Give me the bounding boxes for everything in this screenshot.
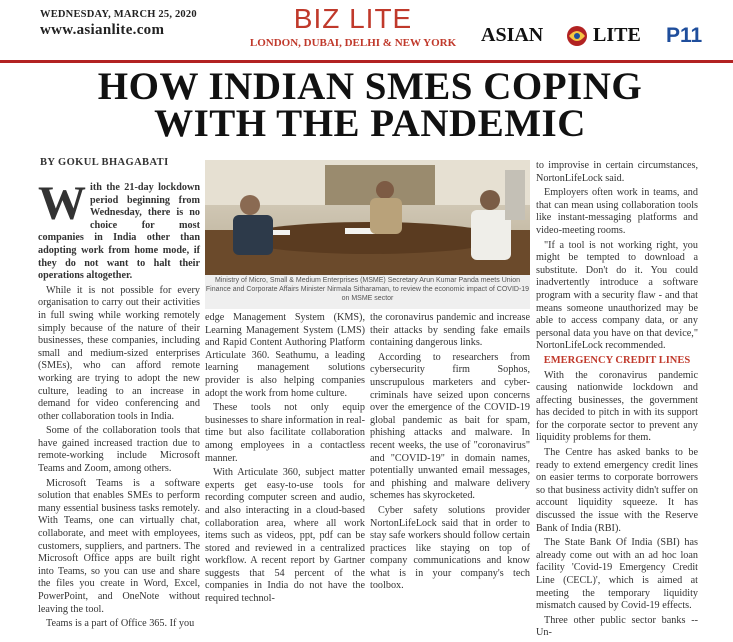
paragraph: Employers often work in teams, and that can mean using collaboration tools like instant-messaging platforms and video-meeting rooms. — [536, 187, 698, 236]
asian-lite-logo — [481, 24, 701, 52]
article-column-1 — [38, 177, 200, 633]
photo-caption: Ministry of Micro, Small & Medium Enterprises (MSME) Secretary Arun Kumar Panda meets Union Finance and Corporate Affairs Minister Nirmala Sitharaman, to review the economic impact of COVID-19 on MSME sector — [205, 275, 530, 309]
article-headline — [40, 65, 700, 145]
intro-paragraph — [38, 177, 200, 283]
paragraph: While it is not possible for every organisation to carry out their activities in full swing while working remotely simply because of the nature of their businesses, these companies, including small and medium-sized enterprises (SMEs), who can afford remote working are trying to adopt the new culture, leading to an increase in demand for video conferencing and other collaboration tools in India. — [38, 284, 200, 422]
headline-line-1: HOW INDIAN SMES COPING — [97, 65, 643, 108]
masthead — [0, 0, 733, 62]
paragraph: the coronavirus pandemic and increase their attacks by sending fake emails containing dangerous links. — [370, 312, 530, 349]
paragraph: Teams is a part of Office 365. If you — [46, 618, 195, 630]
paragraph: With the coronavirus pandemic causing nationwide lockdown and affecting businesses, the government has decided to pitch in with its support for the corporate sector to prevent any liquidity problems for them. — [536, 369, 698, 444]
headline-line-2: WITH THE PANDEMIC — [154, 102, 586, 145]
paragraph: to improvise in certain circumstances, NortonLifeLock said. — [536, 160, 698, 184]
lion-crest-icon — [563, 24, 591, 50]
website-link[interactable]: www.asianlite.com — [40, 22, 165, 38]
page-number: P11 — [666, 24, 703, 47]
article-column-2 — [205, 312, 365, 608]
paragraph: Microsoft Teams is a software solution that enables SMEs to perform many essential business tasks remotely. With Teams, one can virtually chat, collaborate, and meet with employees, customers, suppliers, and partners. The Microsoft Office apps are built right into Teams, so you can use and share the files you create in Word, Excel, PowerPoint, and OneNote without leaving the tool. — [38, 477, 200, 615]
meeting-photo — [205, 160, 530, 275]
byline: BY GOKUL BHAGABATI — [40, 157, 169, 168]
paragraph: Cyber safety solutions provider NortonLifeLock said that in order to stay safe workers should follow certain practices like staying on top of company communications and know what is in your company's tech toolbox. — [370, 504, 530, 592]
paragraph: edge Management System (KMS), Learning Management System (LMS) and Rapid Content Authoring Platform Articulate 360. Seathumu, a leading learning management solutions provider is also helping companies adopt the work from home culture. — [205, 312, 365, 399]
article-column-4 — [536, 160, 698, 642]
section-cities: LONDON, DUBAI, DELHI & NEW YORK — [249, 37, 457, 49]
section-banner — [228, 5, 478, 49]
subheading: EMERGENCY CREDIT LINES — [543, 354, 691, 366]
paragraph: Three other public sector banks -- Un- — [536, 614, 698, 639]
logo-left-word: ASIAN — [481, 24, 544, 46]
logo-right-word: LITE — [593, 24, 641, 46]
section-title: BIZ LITE — [293, 3, 413, 34]
meeting-illustration — [205, 160, 530, 275]
paragraph: With Articulate 360, subject matter experts get easy-to-use tools for recording computer screen and audio, and also interacting in a cloud-based collaboration area, where all work items such as videos, ppt, pdf can be stored and reviewed in a centralized workflow. A recent report by Gartner suggests that 54 percent of the companies in India do not have the required technol- — [205, 467, 365, 605]
article-column-3 — [370, 312, 530, 595]
paragraph: These tools not only equip businesses to share information in real-time but also facilitate collaboration among employees in a contactless manner. — [205, 402, 365, 464]
paragraph: The Centre has asked banks to be ready to extend emergency credit lines on easier terms to corporate borrowers so that business activity didn't suffer on account liquidity squeeze. It has discussed the issue with the Reserve Bank of India (RBI). — [536, 447, 698, 534]
drop-cap: W — [38, 177, 86, 230]
paragraph: Some of the collaboration tools that have gained increased traction due to remote-working include Microsoft Teams and Zoom, among others. — [38, 425, 200, 475]
paragraph: "If a tool is not working right, you might be tempted to download a substitute. Don't do it. You could inadvertently introduce a software program with a security flaw - and that means someone unauthorized may be able to access company data, or any personal data you have on that device," NortonLifeLock recommended. — [536, 239, 698, 352]
masthead-rule — [0, 60, 733, 63]
paragraph: According to researchers from cybersecurity firm Sophos, unscrupulous marketers and cyber-criminals have seized upon concerns over the emergence of the COVID-19 global pandemic as bait for spam, phishing attacks and malware. In recent weeks, the use of "coronavirus" and "COVID-19" in domain names, potentially unwanted email messages, and phishing and malware delivery schemes has skyrocketed. — [370, 351, 530, 502]
issue-date: WEDNESDAY, MARCH 25, 2020 — [40, 9, 197, 20]
intro-text: ith the 21-day lockdown period beginning from Wednesday, there is no choice for most companies in India other than adopting work from home mode, if they do not want to halt their operations altogether. — [38, 182, 200, 282]
paragraph: The State Bank Of India (SBI) has already come out with an ad hoc loan facility 'Covid-19 Emergency Credit Line (CECL)', which is aimed at meeting the temporary liquidity mismatch caused by Covid-19 effects. — [536, 537, 698, 612]
